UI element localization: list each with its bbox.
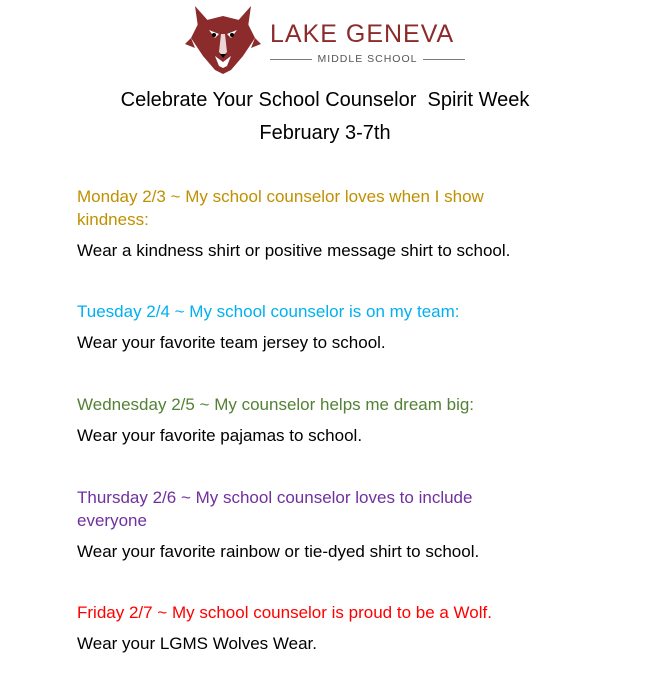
day-instruction: Wear your favorite team jersey to school. [77,333,386,352]
day-instruction: Wear your favorite pajamas to school. [77,426,363,445]
day-theme: Wednesday 2/5 ~ My counselor helps me dream big: [77,395,475,414]
day-theme: Friday 2/7 ~ My school counselor is proud to be a Wolf. [77,603,492,622]
page-subtitle-dates: February 3-7th [259,122,391,144]
school-header [185,4,475,76]
day-tuesday [77,300,547,354]
day-instruction: Wear your favorite rainbow or tie-dyed shirt to school. [77,542,480,561]
day-instruction: Wear your LGMS Wolves Wear. [77,634,317,653]
school-wordmark [270,22,470,65]
divider [270,59,312,60]
school-subtitle-row [270,53,465,65]
page-title: Celebrate Your School Counselor Spirit Week [120,89,530,111]
day-monday [77,185,547,262]
school-subtitle: MIDDLE SCHOOL [317,53,418,65]
day-friday [77,601,547,655]
day-thursday [77,486,547,563]
day-theme: Tuesday 2/4 ~ My school counselor is on my team: [77,302,460,321]
school-name: LAKE GENEVA [270,20,455,48]
divider [423,59,465,60]
day-wednesday [77,393,547,447]
day-theme: Thursday 2/6 ~ My school counselor loves to include everyone [77,488,473,530]
day-theme: Monday 2/3 ~ My school counselor loves when I show kindness: [77,187,484,229]
day-instruction: Wear a kindness shirt or positive message shirt to school. [77,241,511,260]
wolf-head-icon [185,4,261,74]
